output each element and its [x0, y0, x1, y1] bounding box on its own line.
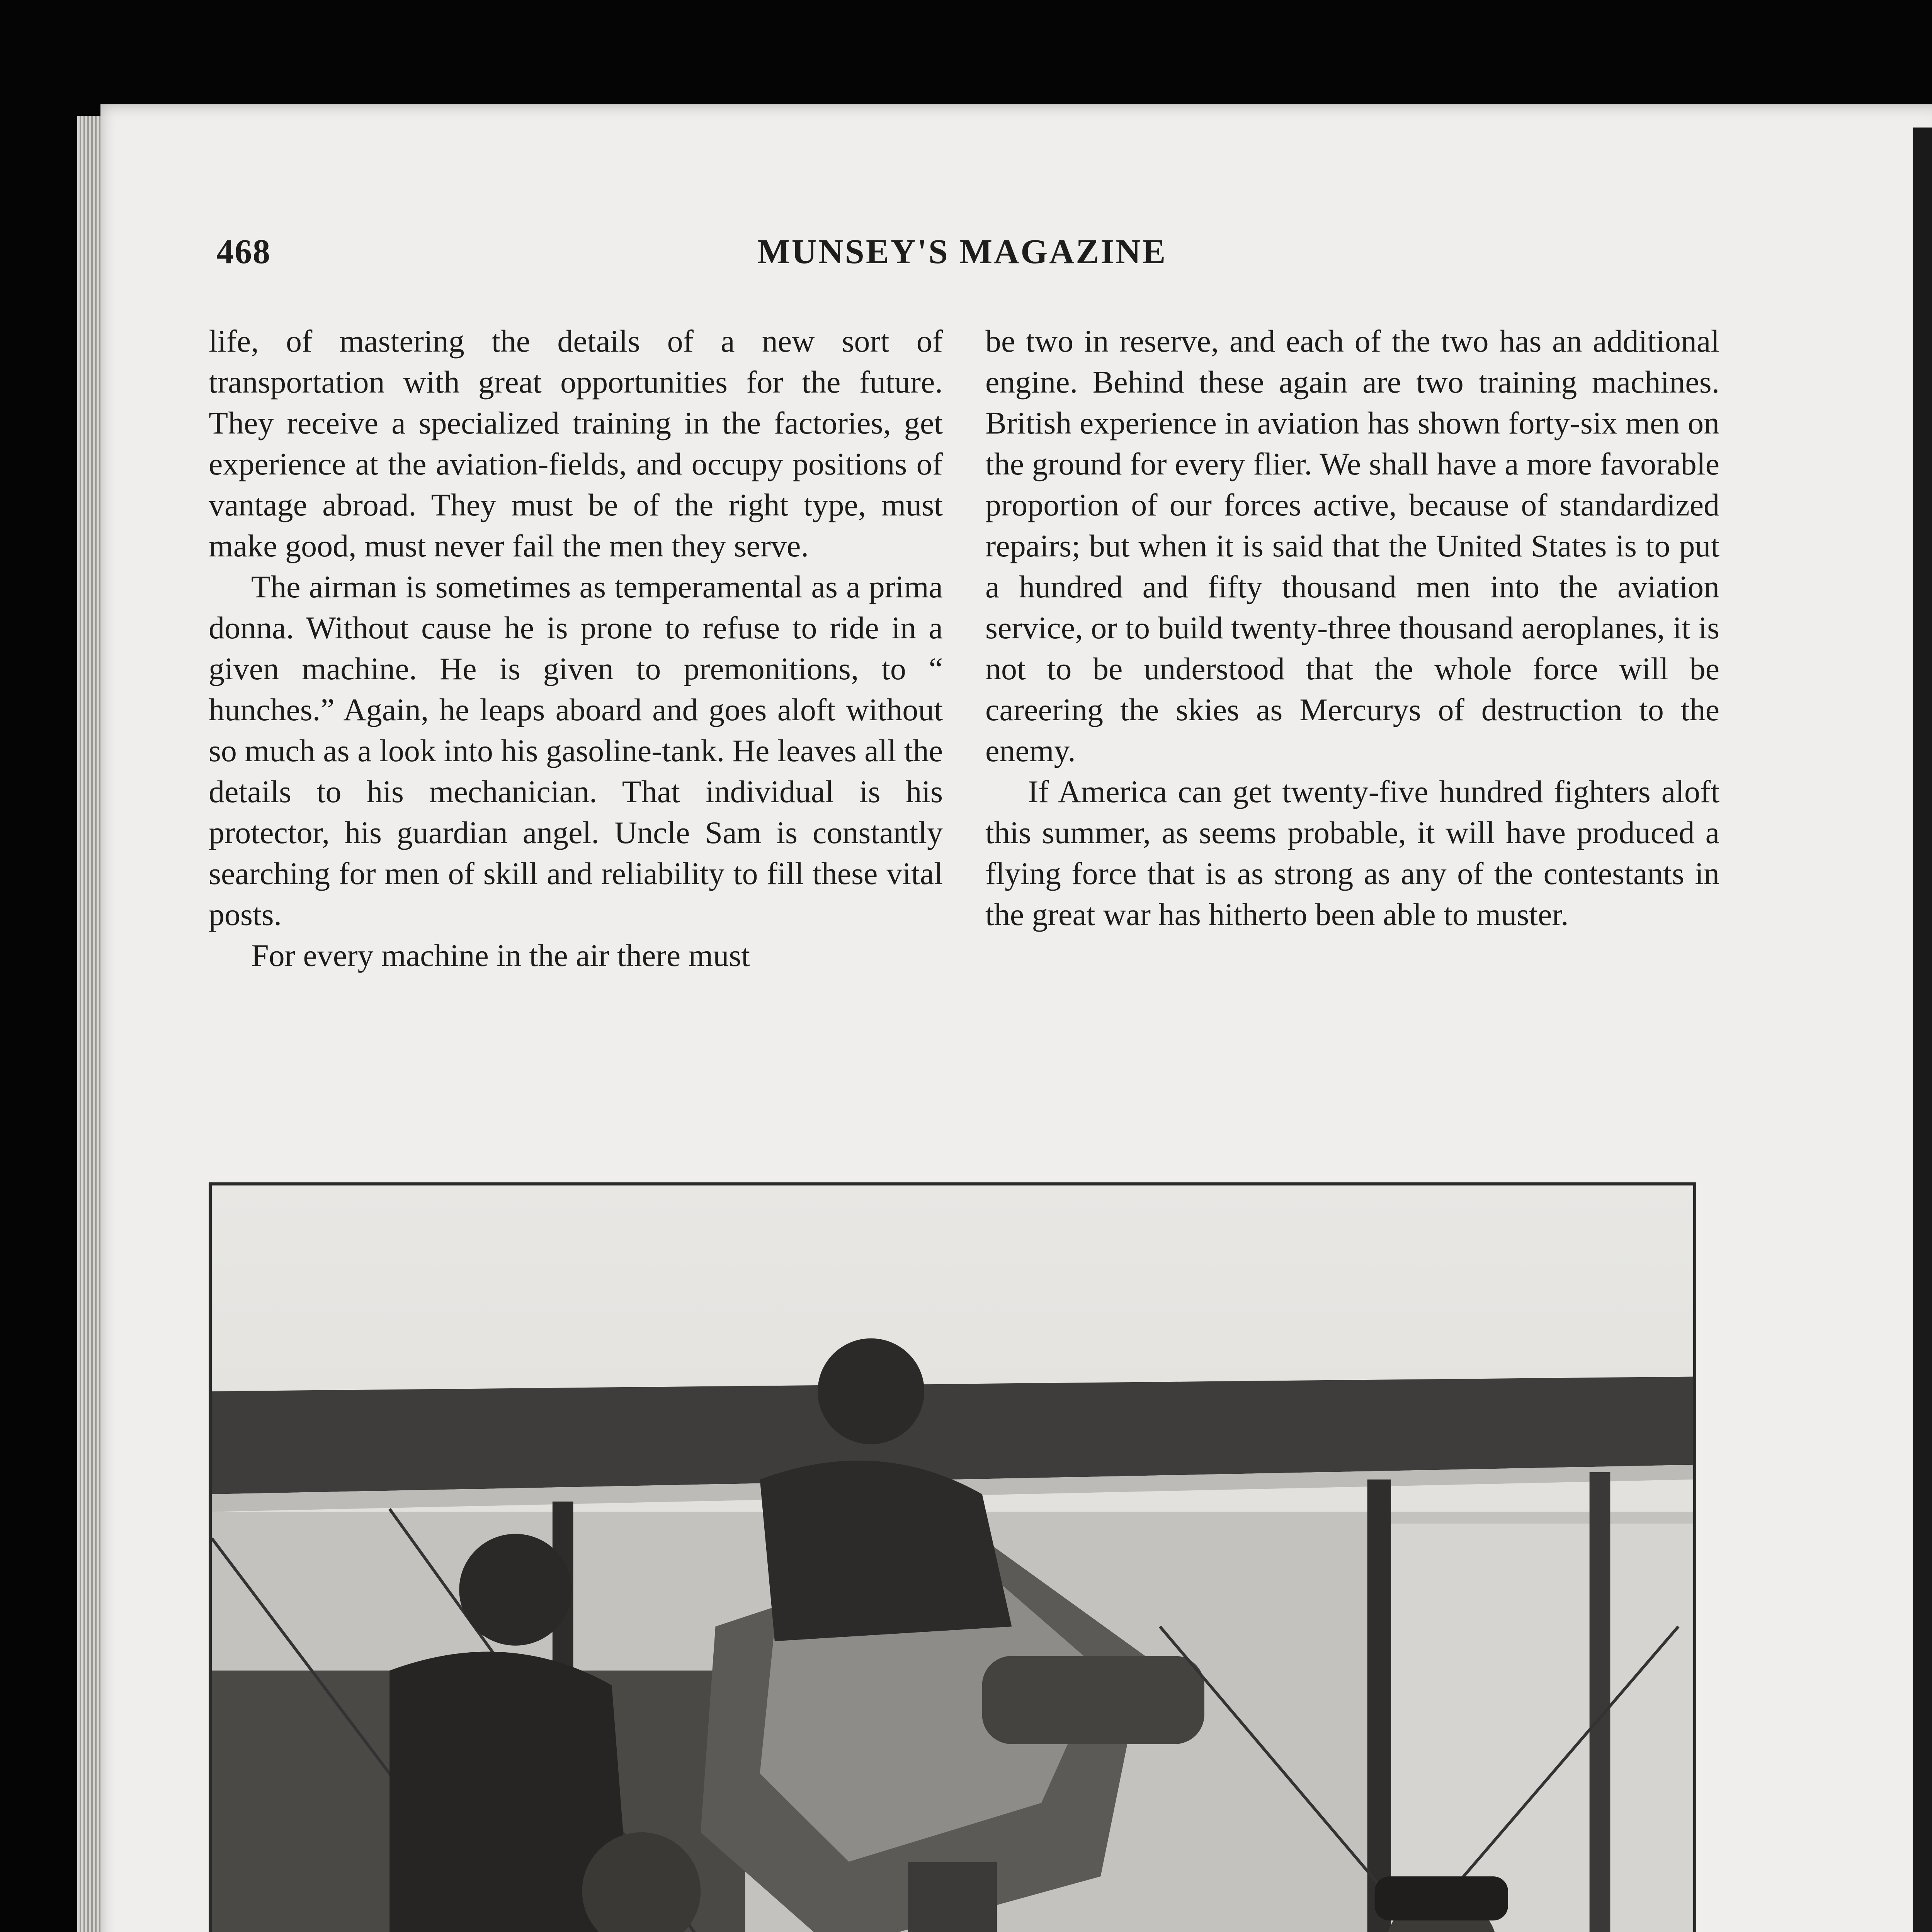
paragraph: life, of mastering the details of a new sort of transportation with great opportunities for the future. They receive a specialized training in the factories, get experience at the aviation-fields, and occupy positions of vantage abroad. They must be of the right type, must make good, must never fail the men they serve. — [209, 323, 943, 563]
magazine-title: MUNSEY'S MAGAZINE — [757, 233, 1167, 271]
photo-illustration — [212, 1185, 1693, 1932]
paragraph: If America can get twenty-five hundred fighters aloft this summer, as seems probable, it will have produced a flying force that is as strong as any of the contestants in the great war has hitherto been able to muster. — [985, 774, 1719, 932]
page-number: 468 — [216, 233, 271, 271]
article-body — [209, 321, 1719, 1151]
left-column — [209, 321, 943, 1151]
running-head — [216, 232, 1708, 286]
paragraph: The airman is sometimes as temperamental as a prima donna. Without cause he is prone to refuse to ride in a given machine. He is given to premonitions, to “ hunches.” Again, he leaps aboard and goes aloft without so much as a look into his gasoline-tank. He leaves all the details to his mechanician. That individual is his protector, his guardian angel. Uncle Sam is constantly searching for men of skill and reliability to fill these vital posts. — [209, 569, 943, 932]
book-spine — [1913, 128, 1932, 1932]
paragraph: For every machine in the air there must — [251, 938, 750, 973]
photograph-airmen-engine — [209, 1182, 1696, 1932]
right-column — [985, 321, 1719, 1151]
paragraph: be two in reserve, and each of the two has an additional engine. Behind these again are two training machines. British experience in aviation has shown forty-six men on the ground for every flier. We shall have a more favorable proportion of our forces active, because of standardized repairs; but when it is said that the United States is to put a hundred and fifty thousand men into the aviation service, or to build twenty-three thousand aeroplanes, it is not to be understood that the whole force will be careering the skies as Mercurys of destruction to the enemy. — [985, 323, 1719, 768]
